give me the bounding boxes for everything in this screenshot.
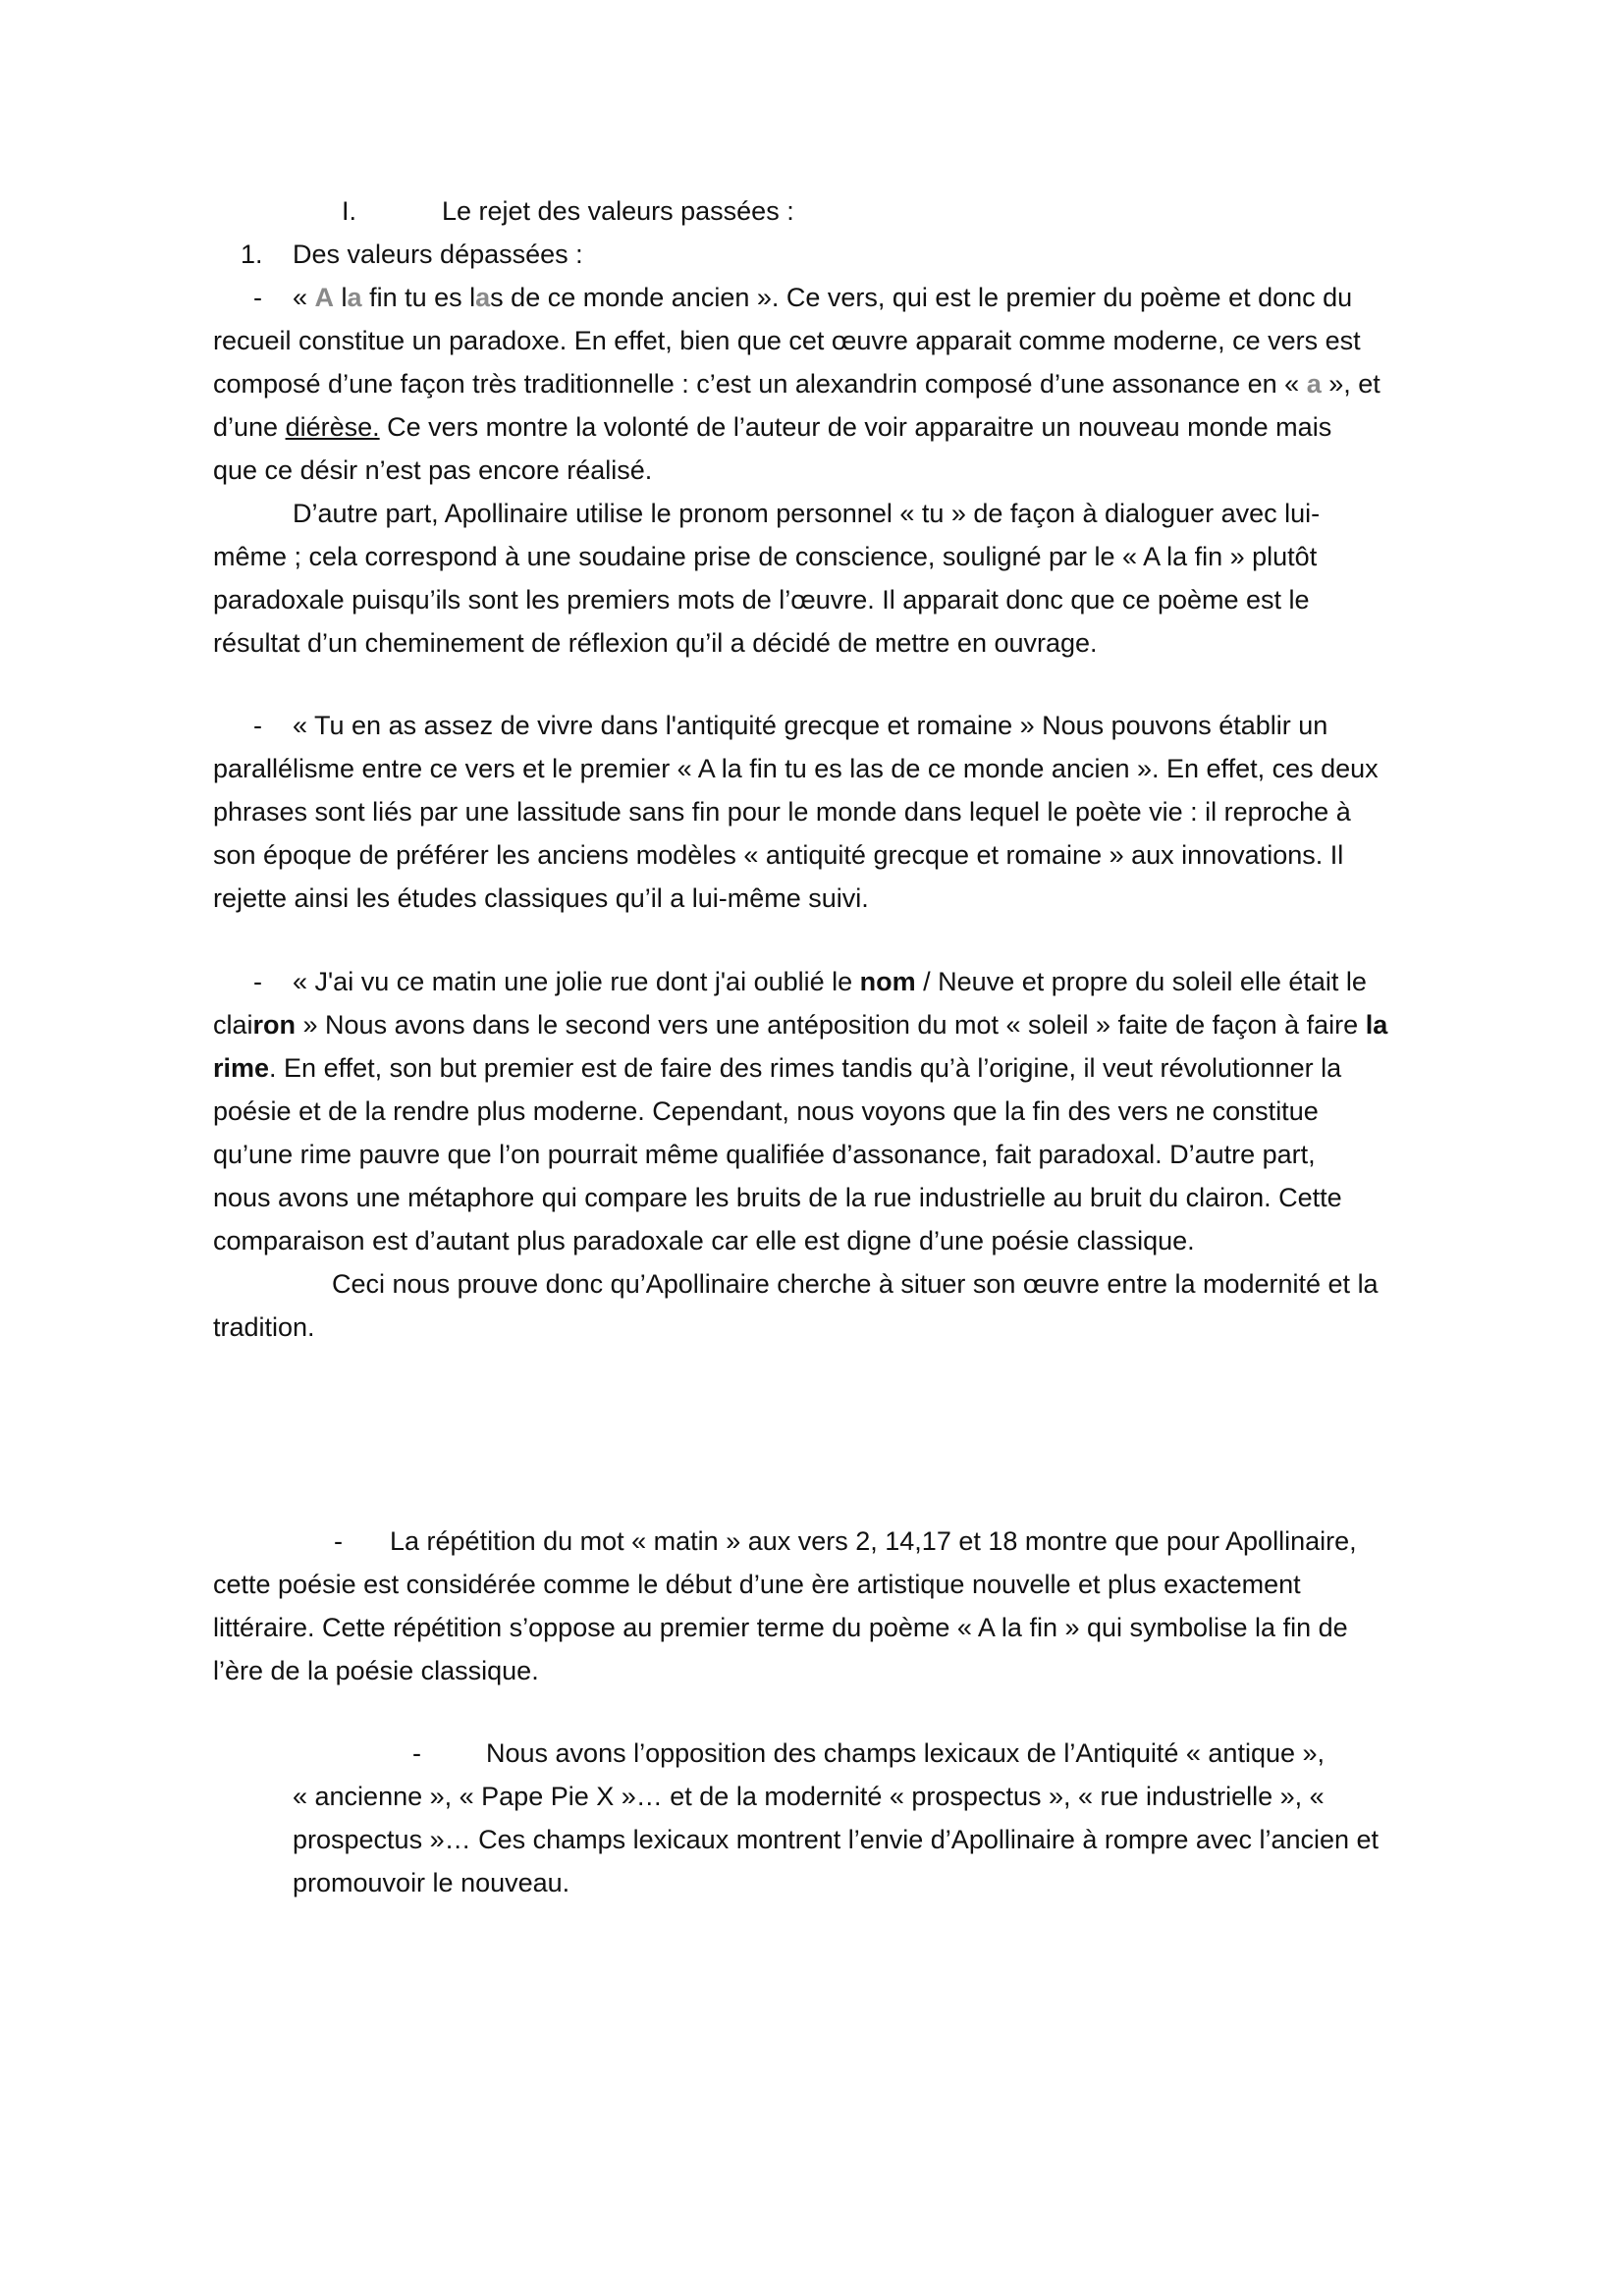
p3-line-5: rejette ainsi les études classiques qu’il a lui-même suivi. [213, 883, 869, 913]
p6-line-1: Nous avons l’opposition des champs lexicaux de l’Antiquité « antique », [486, 1738, 1326, 1768]
p5-dash: - [334, 1526, 343, 1556]
heading-numeral: I. [342, 196, 357, 226]
underlined-word: diérèse. [285, 412, 380, 442]
text: clai [213, 1010, 253, 1040]
p1-line-2: recueil constitue un paradoxe. En effet, bien que cet œuvre apparait comme moderne, ce vers est [213, 326, 1361, 355]
heading-title: Le rejet des valeurs passées : [442, 196, 794, 226]
highlight-a: A [314, 283, 335, 312]
p6-dash: - [412, 1738, 421, 1768]
text: », et [1321, 369, 1380, 399]
p2-line-2: même ; cela correspond à une soudaine prise de conscience, souligné par le « A la fin » plutôt [213, 542, 1318, 571]
p5-line-3: littéraire. Cette répétition s’oppose au premier terme du poème « A la fin » qui symbolise la fin de [213, 1613, 1348, 1642]
p6-line-2: « ancienne », « Pape Pie X »… et de la modernité « prospectus », « rue industrielle », « [293, 1782, 1325, 1811]
p4-line-3 [213, 1055, 1341, 1082]
p2-line-1: D’autre part, Apollinaire utilise le pronom personnel « tu » de façon à dialoguer avec lui- [293, 499, 1321, 528]
text: fin tu es [361, 283, 470, 312]
text: Ce vers montre la volonté de l’auteur de voir apparaitre un nouveau monde mais [379, 412, 1332, 442]
p4-dash: - [253, 967, 262, 996]
p4-line-4: poésie et de la rendre plus moderne. Cependant, nous voyons que la fin des vers ne constitue [213, 1096, 1319, 1126]
bold-word: rime [213, 1053, 270, 1083]
p5-line-1: La répétition du mot « matin » aux vers 2, 14,17 et 18 montre que pour Apollinaire, [390, 1526, 1357, 1556]
p6-line-4: promouvoir le nouveau. [293, 1868, 570, 1897]
text: d’une [213, 412, 286, 442]
highlight-a: a [475, 283, 491, 312]
p4-line-1 [293, 969, 1367, 995]
highlight-a: a [347, 283, 362, 312]
text: s de ce monde ancien ». Ce vers, qui est le premier du poème et donc du [490, 283, 1353, 312]
text: » Nous avons dans le second vers une antéposition du mot « soleil » faite de façon à faire [296, 1010, 1366, 1040]
p6-line-3: prospectus »… Ces champs lexicaux montrent l’envie d’Apollinaire à rompre avec l’ancien et [293, 1825, 1380, 1854]
p3-dash: - [253, 711, 262, 740]
p5-line-4: l’ère de la poésie classique. [213, 1656, 539, 1685]
bold-word: la [1365, 1010, 1388, 1040]
p4-line-2 [213, 1012, 1387, 1039]
p1-line-3 [213, 371, 1380, 398]
text: . En effet, son but premier est de faire des rimes tandis qu’à l’origine, il veut révolutionner la [269, 1053, 1342, 1083]
p1-line-5: que ce désir n’est pas encore réalisé. [213, 455, 653, 485]
text [334, 283, 342, 312]
bold-word: nom [859, 967, 916, 996]
subheading-title: Des valeurs dépassées : [293, 240, 583, 269]
p3-line-4: son époque de préférer les anciens modèles « antiquité grecque et romaine » aux innovations. Il [213, 840, 1344, 870]
p3-line-1: « Tu en as assez de vivre dans l'antiquité grecque et romaine » Nous pouvons établir un [293, 711, 1328, 740]
p1-line-4 [213, 414, 1331, 441]
p1-line-1 [293, 285, 1352, 311]
highlight-a: a [1306, 369, 1322, 399]
p1-dash: - [253, 283, 262, 312]
text: l [469, 283, 476, 312]
p2-line-4: résultat d’un cheminement de réflexion qu’il a décidé de mettre en ouvrage. [213, 628, 1098, 658]
p3-line-3: phrases sont liés par une lassitude sans fin pour le monde dans lequel le poète vie : il reproche à [213, 797, 1351, 827]
p4-line-5: qu’une rime pauvre que l’on pourrait même qualifiée d’assonance, fait paradoxal. D’autre part, [213, 1140, 1316, 1169]
p5-line-2: cette poésie est considérée comme le début d’une ère artistique nouvelle et plus exactement [213, 1570, 1301, 1599]
text: / Neuve et propre du soleil elle était le [915, 967, 1367, 996]
p3-line-2: parallélisme entre ce vers et le premier « A la fin tu es las de ce monde ancien ». En effet, ces deux [213, 754, 1379, 783]
text: composé d’une façon très traditionnelle : c’est un alexandrin composé d’une assonance en « [213, 369, 1307, 399]
text: l [341, 283, 348, 312]
text: « J'ai vu ce matin une jolie rue dont j'ai oublié le [293, 967, 860, 996]
bold-word: ron [252, 1010, 297, 1040]
p4-line-8: Ceci nous prouve donc qu’Apollinaire cherche à situer son œuvre entre la modernité et la [332, 1269, 1379, 1299]
p4-line-7: comparaison est d’autant plus paradoxale car elle est digne d’une poésie classique. [213, 1226, 1195, 1255]
p4-line-6: nous avons une métaphore qui compare les bruits de la rue industrielle au bruit du clairon. Cette [213, 1183, 1342, 1212]
text: « [293, 283, 315, 312]
subheading-number: 1. [241, 240, 263, 269]
p4-line-9: tradition. [213, 1312, 315, 1342]
p2-line-3: paradoxale puisqu’ils sont les premiers mots de l’œuvre. Il apparait donc que ce poème est le [213, 585, 1310, 614]
